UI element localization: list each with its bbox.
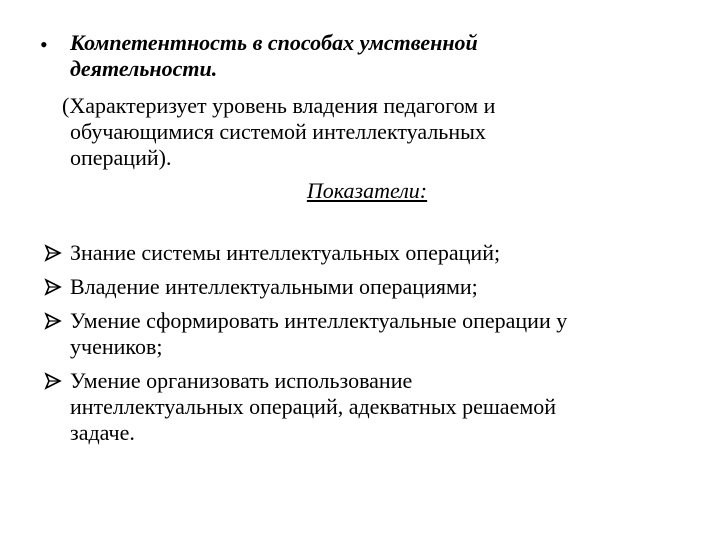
indicators-title: Показатели: [306,178,428,203]
description-line-2: обучающимися системой интеллектуальных [70,119,486,144]
list-item-line: Умение организовать использование [70,368,413,393]
arrow-bullet-icon [44,244,62,262]
list-item [44,274,684,300]
list-item-line: Знание системы интеллектуальных операций; [70,240,501,265]
heading-line-1: Компетентность в способах умственной [70,30,478,55]
heading-line-2: деятельности. [70,56,218,81]
list-item [44,308,684,360]
arrow-bullet-icon [44,312,62,330]
description-line-1: (Характеризует уровень владения педагогом и [62,93,496,118]
list-item-line: интеллектуальных операций, адекватных решаемой [70,394,557,419]
indicators-list [44,240,684,454]
arrow-bullet-icon [44,372,62,390]
list-item-line: Владение интеллектуальными операциями; [70,274,478,299]
slide-heading [70,30,680,82]
list-item-line: Умение сформировать интеллектуальные операции у [70,308,568,333]
list-item [44,240,684,266]
list-item-line: задаче. [70,420,135,445]
list-item [44,368,684,446]
bullet-dot-icon: • [40,32,48,57]
arrow-bullet-icon [44,278,62,296]
main-bullet [40,30,680,82]
list-item-line: учеников; [70,334,163,359]
description-line-3: операций). [70,145,172,170]
description [62,93,602,171]
